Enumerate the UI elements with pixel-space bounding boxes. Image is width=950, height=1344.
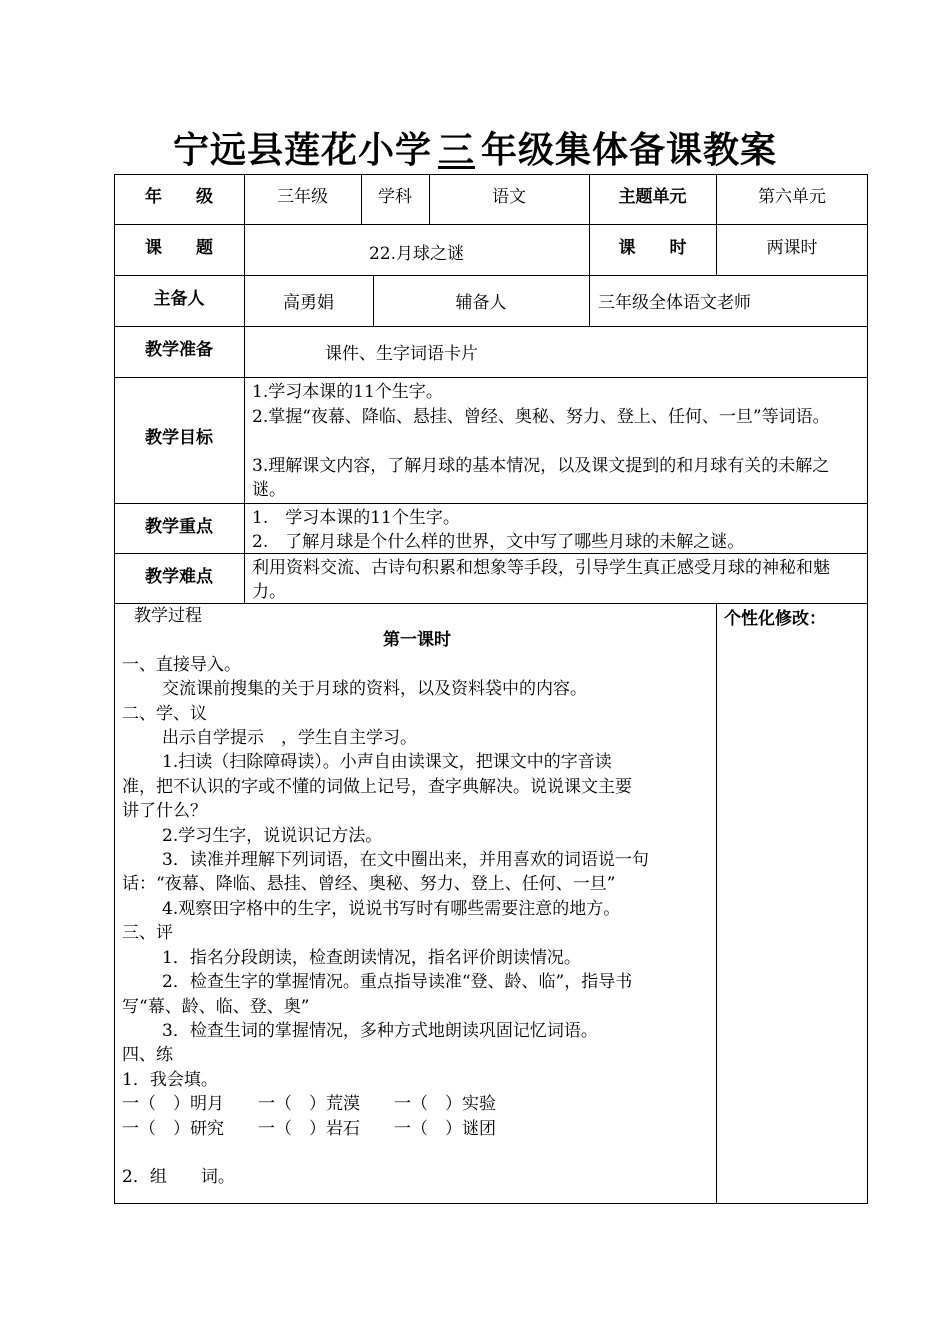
- lead-label: 主备人: [153, 289, 205, 309]
- row-divider: [114, 275, 868, 276]
- col-divider: [589, 275, 590, 326]
- col-divider: [244, 174, 245, 603]
- row-divider: [114, 377, 868, 378]
- topic-label: 课 题: [145, 238, 213, 258]
- process-line: 2.学习生字，说说识记方法。: [162, 825, 383, 846]
- difficulty-text: 利用资料交流、古诗句积累和想象等手段，引导学生真正感受月球的神秘和魅力。: [252, 558, 830, 602]
- lead-value: 高勇娟: [283, 293, 334, 313]
- row-divider: [114, 224, 868, 225]
- process-line: 讲了什么？: [122, 801, 207, 822]
- process-line: 二、学、议: [122, 703, 207, 724]
- grade-value: 三年级: [277, 187, 328, 207]
- key-item-2: 2. 了解月球是个什么样的世界，文中写了哪些月球的未解之谜。: [252, 532, 745, 552]
- assist-value: 三年级全体语文老师: [598, 293, 751, 313]
- goal-item-3: 3.理解课文内容，了解月球的基本情况，以及课文提到的和月球有关的未解之谜。: [252, 456, 830, 500]
- assist-label: 辅备人: [455, 293, 507, 313]
- difficulty-label: 教学难点: [145, 567, 213, 587]
- title-grade: 三: [437, 130, 475, 171]
- blank-line: [122, 1141, 712, 1165]
- session-heading: 第一课时: [383, 630, 451, 651]
- unit-label: 主题单元: [618, 187, 687, 207]
- process-line: 4.观察田字格中的生字，说说书写时有哪些需要注意的地方。: [162, 898, 621, 919]
- row-divider: [114, 503, 868, 504]
- process-line: 1.扫读（扫除障碍读）。小声自由读课文，把课文中的字音读: [162, 752, 612, 773]
- process-line: 写“幕、龄、临、登、奥”: [122, 996, 310, 1017]
- col-divider: [716, 603, 717, 1204]
- process-line: 话：“夜幕、降临、悬挂、曾经、奥秘、努力、登上、任何、一旦”: [122, 874, 616, 895]
- unit-value: 第六单元: [758, 187, 826, 207]
- personal-edit-label: 个性化修改：: [724, 609, 826, 629]
- goal-item-2: 2.掌握“夜幕、降临、悬挂、曾经、奥秘、努力、登上、任何、一旦”等词语。: [252, 407, 830, 427]
- subject-label: 学科: [378, 187, 412, 207]
- period-value: 两课时: [766, 238, 818, 258]
- goals-label: 教学目标: [145, 428, 213, 448]
- process-line: 1．指名分段朗读，检查朗读情况，指名评价朗读情况。: [162, 947, 581, 968]
- key-label: 教学重点: [145, 517, 213, 537]
- process-line: 一（ ）明月 一（ ）荒漠 一（ ）实验: [122, 1094, 496, 1115]
- title-prefix: 宁远县莲花小学: [172, 130, 432, 171]
- process-line: 四、练: [122, 1045, 173, 1066]
- grade-label: 年 级: [145, 187, 213, 207]
- prep-value: 课件、生字词语卡片: [325, 344, 478, 364]
- process-line: 一、直接导入。: [122, 654, 241, 675]
- process-line: 准，把不认识的字或不懂的词做上记号，查字典解决。说说课文主要: [122, 776, 632, 797]
- process-line: 3．读准并理解下列词语，在文中圈出来，并用喜欢的词语说一句: [162, 850, 649, 871]
- process-line: 1．我会填。: [122, 1069, 218, 1090]
- row-divider: [114, 326, 868, 327]
- goal-item-1: 1.学习本课的11个生字。: [252, 382, 443, 402]
- prep-label: 教学准备: [145, 340, 213, 360]
- process-line: 出示自学提示 ，学生自主学习。: [162, 728, 417, 749]
- subject-value: 语文: [492, 187, 526, 207]
- title-suffix: 年级集体备课教案: [481, 130, 778, 171]
- process-line: 交流课前搜集的关于月球的资料，以及资料袋中的内容。: [162, 679, 587, 700]
- process-line: 三、评: [122, 923, 173, 944]
- process-line: 2．组 词。: [122, 1167, 235, 1188]
- key-item-1: 1. 学习本课的11个生字。: [252, 508, 460, 528]
- process-line: 2．检查生字的掌握情况。重点指导读准“登、龄、临”，指导书: [162, 972, 633, 993]
- process-section: [122, 604, 712, 1190]
- process-line: 一（ ）研究 一（ ）岩石 一（ ）谜团: [122, 1118, 496, 1139]
- process-label: 教学过程: [134, 606, 202, 626]
- process-line: 3．检查生词的掌握情况，多种方式地朗读巩固记忆词语。: [162, 1020, 598, 1041]
- topic-value: 22.月球之谜: [368, 244, 465, 264]
- page-title: [0, 126, 950, 176]
- period-label: 课 时: [618, 238, 687, 258]
